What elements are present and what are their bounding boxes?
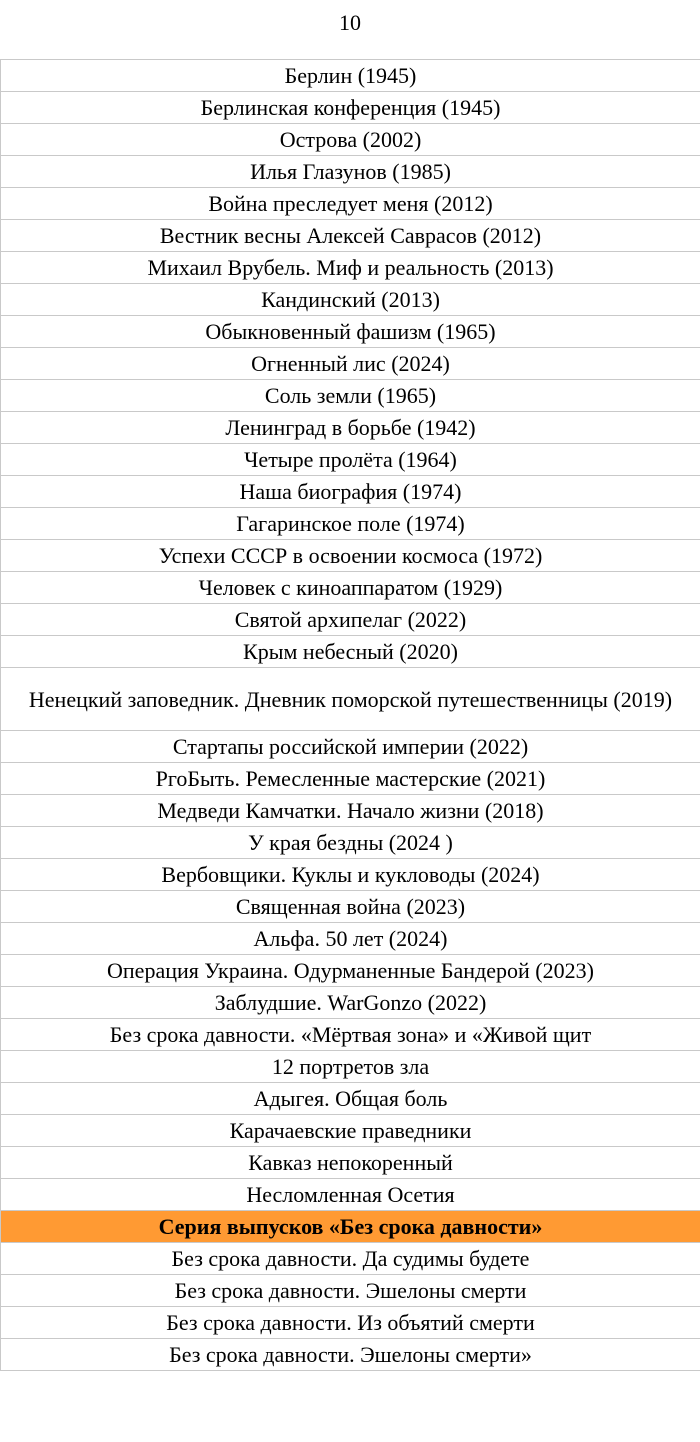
table-row xyxy=(1,476,700,508)
table-row xyxy=(1,60,700,92)
table-row xyxy=(1,636,700,668)
film-title: Медведи Камчатки. Начало жизни (2018) xyxy=(1,795,700,827)
film-title: Берлин (1945) xyxy=(1,60,700,92)
film-title: Крым небесный (2020) xyxy=(1,636,700,668)
film-title: Без срока давности. «Мёртвая зона» и «Живой щит xyxy=(1,1019,700,1051)
film-list-table xyxy=(0,59,700,1371)
table-row xyxy=(1,1147,700,1179)
table-row xyxy=(1,955,700,987)
film-title: Война преследует меня (2012) xyxy=(1,188,700,220)
table-row xyxy=(1,1115,700,1147)
table-row xyxy=(1,92,700,124)
table-row xyxy=(1,540,700,572)
film-title: Заблудшие. WarGonzo (2022) xyxy=(1,987,700,1019)
film-title: Священная война (2023) xyxy=(1,891,700,923)
table-row xyxy=(1,1339,700,1371)
film-title: Успехи СССР в освоении космоса (1972) xyxy=(1,540,700,572)
film-title: У края бездны (2024 ) xyxy=(1,827,700,859)
table-row xyxy=(1,668,700,731)
film-title: Человек с киноаппаратом (1929) xyxy=(1,572,700,604)
film-title: Ненецкий заповедник. Дневник поморской путешественницы (2019) xyxy=(1,668,700,731)
film-title: Операция Украина. Одурманенные Бандерой (2023) xyxy=(1,955,700,987)
film-title: Кавказ непокоренный xyxy=(1,1147,700,1179)
table-row xyxy=(1,380,700,412)
table-row xyxy=(1,412,700,444)
table-row xyxy=(1,572,700,604)
film-title: Михаил Врубель. Миф и реальность (2013) xyxy=(1,252,700,284)
table-row xyxy=(1,124,700,156)
table-row xyxy=(1,859,700,891)
film-title: Вербовщики. Куклы и кукловоды (2024) xyxy=(1,859,700,891)
table-row xyxy=(1,1243,700,1275)
table-row xyxy=(1,923,700,955)
table-row xyxy=(1,1083,700,1115)
table-row xyxy=(1,763,700,795)
table-row xyxy=(1,444,700,476)
film-title: Гагаринское поле (1974) xyxy=(1,508,700,540)
film-title: Ленинград в борьбе (1942) xyxy=(1,412,700,444)
film-title: Альфа. 50 лет (2024) xyxy=(1,923,700,955)
series-item: Без срока давности. Эшелоны смерти xyxy=(1,1275,700,1307)
table-row xyxy=(1,1019,700,1051)
film-title: Огненный лис (2024) xyxy=(1,348,700,380)
table-row xyxy=(1,284,700,316)
film-title: Четыре пролёта (1964) xyxy=(1,444,700,476)
film-title: Кандинский (2013) xyxy=(1,284,700,316)
series-item: Без срока давности. Да судимы будете xyxy=(1,1243,700,1275)
film-title: Острова (2002) xyxy=(1,124,700,156)
table-row xyxy=(1,1051,700,1083)
series-item: Без срока давности. Эшелоны смерти» xyxy=(1,1339,700,1371)
table-row xyxy=(1,987,700,1019)
table-row xyxy=(1,508,700,540)
table-row xyxy=(1,188,700,220)
table-row xyxy=(1,1275,700,1307)
film-title: Несломленная Осетия xyxy=(1,1179,700,1211)
table-row xyxy=(1,316,700,348)
series-header: Серия выпусков «Без срока давности» xyxy=(1,1211,700,1243)
film-title: Илья Глазунов (1985) xyxy=(1,156,700,188)
film-title: PгоБыть. Ремесленные мастерские (2021) xyxy=(1,763,700,795)
film-title: Вестник весны Алексей Саврасов (2012) xyxy=(1,220,700,252)
film-title: Карачаевские праведники xyxy=(1,1115,700,1147)
series-item: Без срока давности. Из объятий смерти xyxy=(1,1307,700,1339)
film-title: 12 портретов зла xyxy=(1,1051,700,1083)
table-row xyxy=(1,795,700,827)
film-title: Наша биография (1974) xyxy=(1,476,700,508)
table-row xyxy=(1,252,700,284)
table-row xyxy=(1,891,700,923)
table-row xyxy=(1,156,700,188)
table-row xyxy=(1,220,700,252)
film-title: Святой архипелаг (2022) xyxy=(1,604,700,636)
table-row xyxy=(1,604,700,636)
table-row xyxy=(1,348,700,380)
table-row xyxy=(1,827,700,859)
table-row xyxy=(1,1179,700,1211)
page-number: 10 xyxy=(339,10,361,35)
film-title: Стартапы российской империи (2022) xyxy=(1,731,700,763)
film-title: Обыкновенный фашизм (1965) xyxy=(1,316,700,348)
series-header-row xyxy=(1,1211,700,1243)
table-row xyxy=(1,1307,700,1339)
film-title: Берлинская конференция (1945) xyxy=(1,92,700,124)
table-row xyxy=(1,731,700,763)
film-title: Соль земли (1965) xyxy=(1,380,700,412)
film-title: Адыгея. Общая боль xyxy=(1,1083,700,1115)
